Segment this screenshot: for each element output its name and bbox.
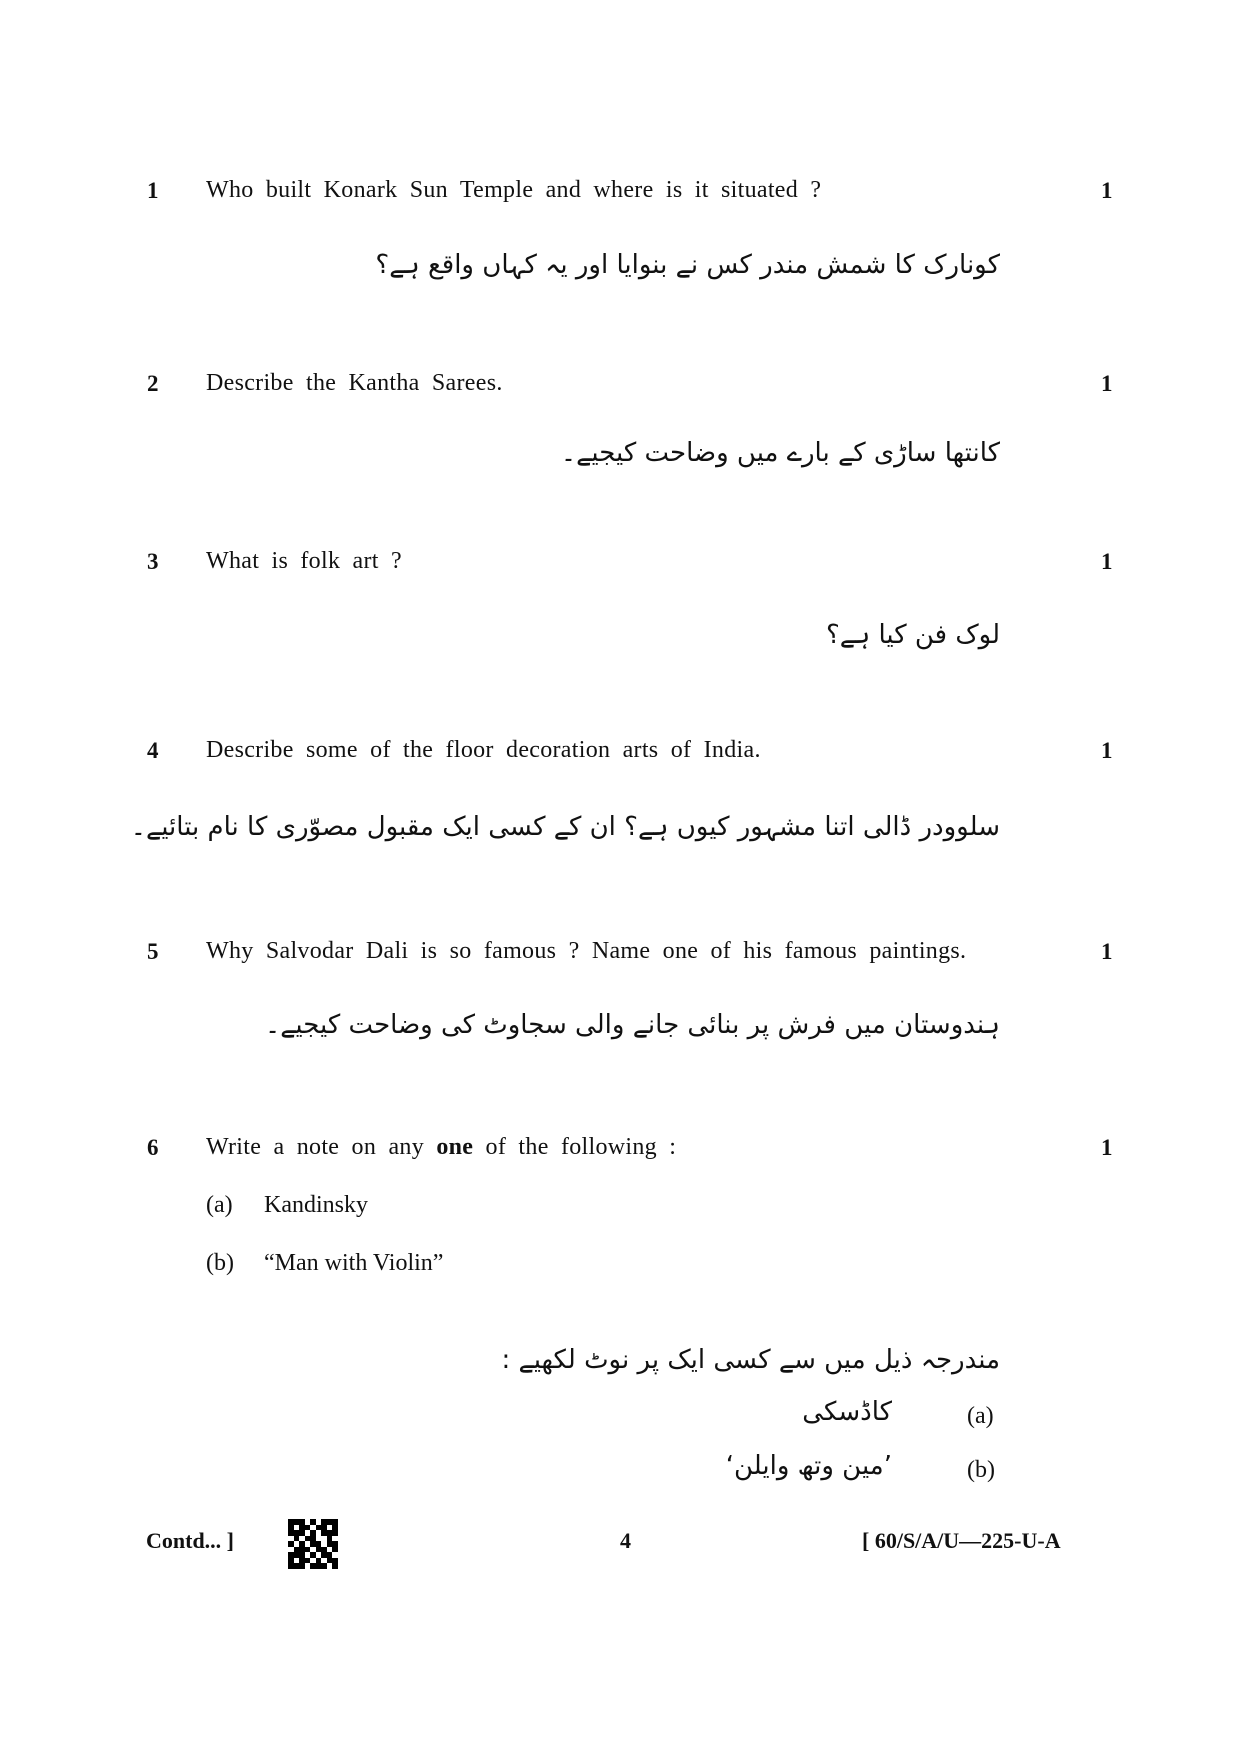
page-number: 4 [620, 1528, 631, 1553]
question-6-text-before: Write a note on any [206, 1134, 424, 1160]
question-6-text-bold: one [436, 1134, 474, 1160]
question-4-number: 4 [147, 738, 159, 763]
question-6-urdu: مندرجہ ذیل میں سے کسی ایک پر نوٹ لکھیے : [501, 1345, 1000, 1375]
question-2-marks: 1 [1101, 371, 1113, 396]
question-1-text: Who built Konark Sun Temple and where is it situated ? [206, 177, 822, 203]
question-6-number: 6 [147, 1135, 159, 1160]
paper-code: [ 60/S/A/U—225-U-A [862, 1528, 1061, 1553]
question-2-text: Describe the Kantha Sarees. [206, 370, 503, 396]
question-5-text: Why Salvodar Dali is so famous ? Name one of his famous paintings. [206, 938, 967, 964]
qr-code-icon [288, 1519, 338, 1569]
question-3-number: 3 [147, 549, 159, 574]
question-5-marks: 1 [1101, 939, 1113, 964]
question-6-marks: 1 [1101, 1135, 1113, 1160]
question-4-text: Describe some of the floor decoration arts of India. [206, 737, 761, 763]
question-1-number: 1 [147, 178, 159, 203]
contd-label: Contd... ] [146, 1528, 235, 1553]
question-3-marks: 1 [1101, 549, 1113, 574]
question-5-number: 5 [147, 939, 159, 964]
option-a-label: (a) [206, 1192, 233, 1218]
question-6-text [206, 1134, 676, 1161]
question-2-urdu: کانتھا ساڑی کے بارے میں وضاحت کیجیے۔ [560, 438, 1000, 468]
question-1-urdu: کونارک کا شمش مندر کس نے بنوایا اور یہ کہاں واقع ہے؟ [375, 250, 1000, 280]
question-6-text-after: of the following : [485, 1134, 677, 1160]
option-b-label: (b) [206, 1250, 234, 1276]
urdu-option-a-label: (a) [967, 1403, 994, 1429]
question-2-number: 2 [147, 371, 159, 396]
question-1-marks: 1 [1101, 178, 1113, 203]
question-4-urdu: سلوودر ڈالی اتنا مشہور کیوں ہے؟ ان کے کسی ایک مقبول مصوّری کا نام بتائیے۔ [130, 812, 1000, 842]
option-b-text: “Man with Violin” [264, 1250, 444, 1276]
question-5-urdu: ہندوستان میں فرش پر بنائی جانے والی سجاوٹ کی وضاحت کیجیے۔ [264, 1010, 1000, 1040]
question-4-marks: 1 [1101, 738, 1113, 763]
urdu-option-b-text: ’مین وتھ وایلن‘ [725, 1451, 892, 1481]
question-3-text: What is folk art ? [206, 548, 403, 574]
urdu-option-a-text: کاڈسکی [802, 1397, 892, 1427]
urdu-option-b-label: (b) [967, 1457, 995, 1483]
question-3-urdu: لوک فن کیا ہے؟ [825, 620, 1000, 650]
option-a-text: Kandinsky [264, 1192, 368, 1218]
